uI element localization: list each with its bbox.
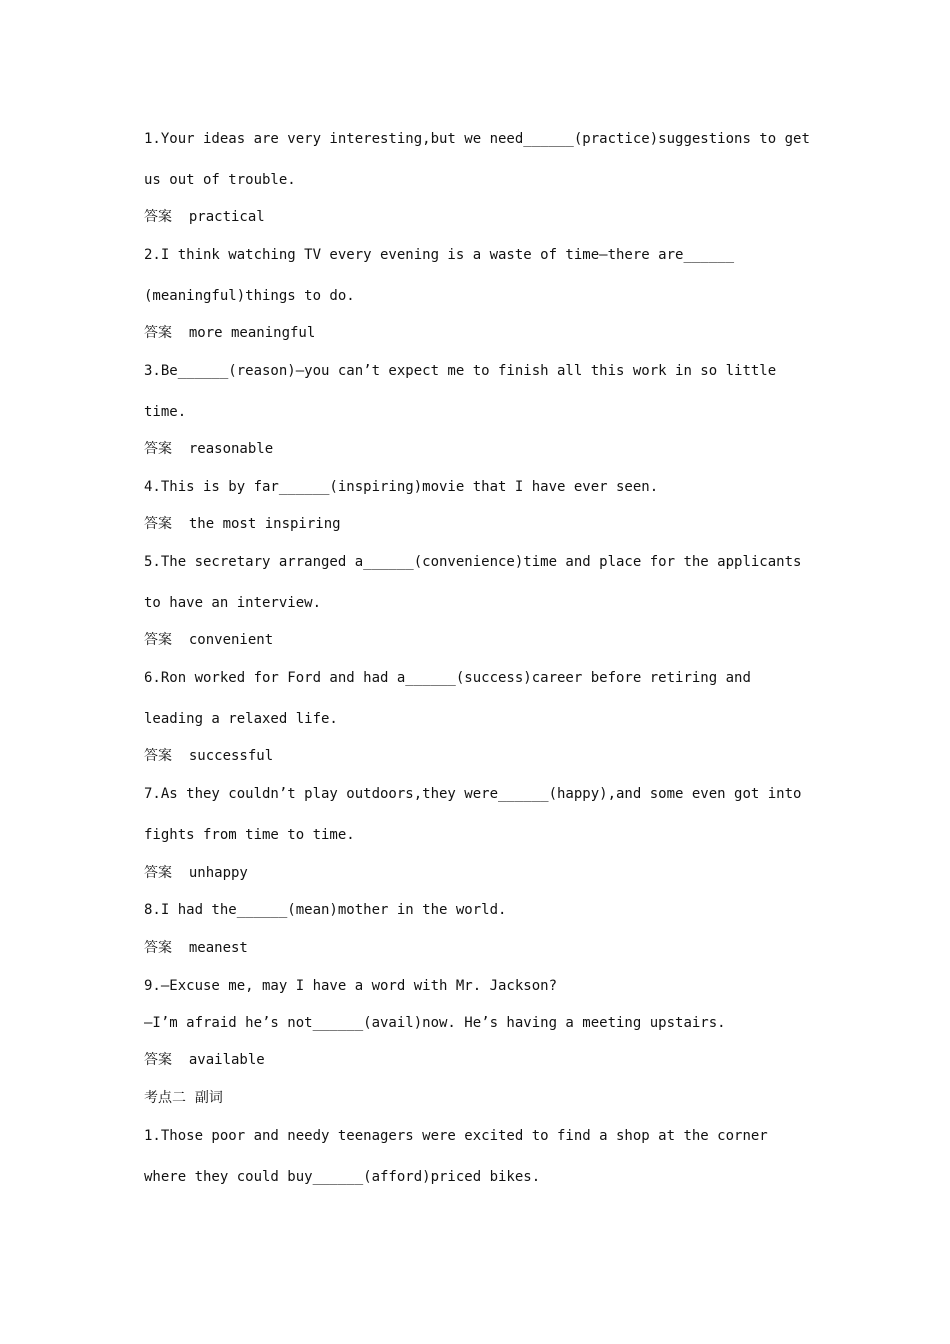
question-5-line-1: 5.The secretary arranged a______(convenience)time and place for the applicants (144, 554, 802, 570)
answer-text: unhappy (188, 865, 248, 881)
question-1-line-1: 1.Your ideas are very interesting,but we need______(practice)suggestions to get (144, 131, 810, 147)
section-title: 考点二 (144, 1090, 186, 1106)
question-3-line-2: time. (144, 404, 187, 420)
answer-8 (144, 939, 248, 957)
question-2-line-1: 2.I think watching TV every evening is a waste of time—there are______ (144, 247, 735, 263)
question-2-line-2: (meaningful)things to do. (144, 288, 355, 304)
answer-label: 答案 (144, 940, 172, 956)
answer-text: more meaningful (188, 325, 316, 341)
question-6-line-1: 6.Ron worked for Ford and had a______(success)career before retiring and (144, 670, 751, 686)
question-3-line-1: 3.Be______(reason)—you can’t expect me to finish all this work in so little (144, 363, 777, 379)
question-1-line-2: us out of trouble. (144, 172, 296, 188)
answer-text: reasonable (188, 441, 274, 457)
question-4-line-1: 4.This is by far______(inspiring)movie that I have ever seen. (144, 479, 659, 495)
section-subtitle: 副词 (194, 1090, 223, 1106)
answer-text: meanest (188, 940, 248, 956)
answer-text: practical (188, 209, 265, 225)
answer-1 (144, 208, 265, 226)
answer-5 (144, 631, 273, 649)
question-6-line-2: leading a relaxed life. (144, 711, 338, 727)
answer-label: 答案 (144, 748, 172, 764)
answer-7 (144, 864, 248, 882)
answer-label: 答案 (144, 632, 172, 648)
section-2-question-1-line-2: where they could buy______(afford)priced bikes. (144, 1169, 541, 1185)
answer-label: 答案 (144, 1052, 172, 1068)
answer-text: convenient (188, 632, 274, 648)
question-7-line-2: fights from time to time. (144, 827, 355, 843)
question-9-line-2: —I’m afraid he’s not______(avail)now. He’s having a meeting upstairs. (144, 1015, 726, 1031)
answer-text: the most inspiring (188, 516, 341, 532)
section-2-question-1-line-1: 1.Those poor and needy teenagers were excited to find a shop at the corner (144, 1128, 768, 1144)
answer-4 (144, 515, 341, 533)
question-7-line-1: 7.As they couldn’t play outdoors,they were______(happy),and some even got into (144, 786, 802, 802)
question-5-line-2: to have an interview. (144, 595, 322, 611)
answer-label: 答案 (144, 441, 172, 457)
answer-6 (144, 747, 273, 765)
question-8-line-1: 8.I had the______(mean)mother in the world. (144, 902, 507, 918)
answer-text: available (188, 1052, 265, 1068)
answer-label: 答案 (144, 865, 172, 881)
question-9-line-1: 9.—Excuse me, may I have a word with Mr. Jackson? (144, 978, 558, 994)
answer-label: 答案 (144, 209, 172, 225)
answer-3 (144, 440, 273, 458)
answer-text: successful (188, 748, 274, 764)
answer-label: 答案 (144, 516, 172, 532)
answer-2 (144, 324, 315, 342)
answer-label: 答案 (144, 325, 172, 341)
section-heading (144, 1089, 223, 1107)
answer-9 (144, 1051, 265, 1069)
